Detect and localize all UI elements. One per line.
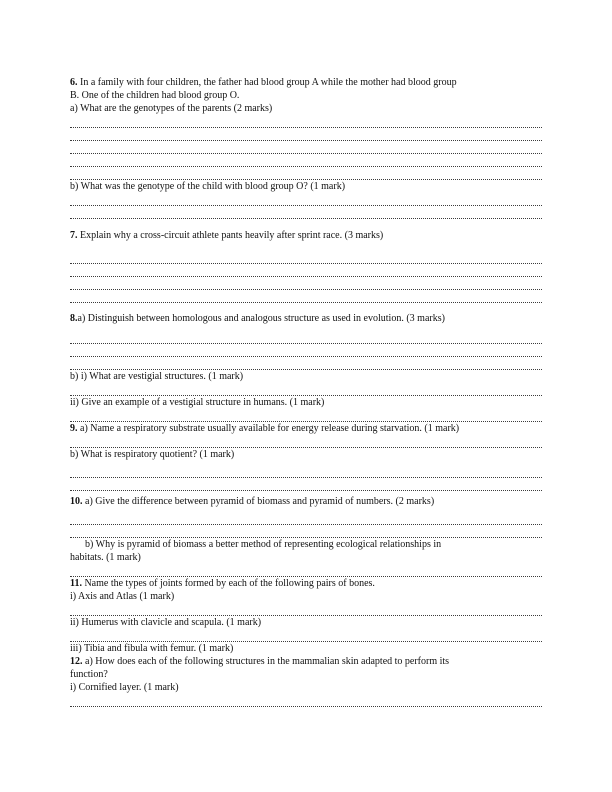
- answer-dotted-line: [70, 629, 542, 642]
- question-text-line: 11. Name the types of joints formed by each of the following pairs of bones.: [70, 578, 375, 589]
- question-text-line: a) What are the genotypes of the parents (2 marks): [70, 103, 273, 114]
- answer-dotted-line: [70, 206, 542, 219]
- question-text-line: 6. In a family with four children, the father had blood group A while the mother had blood group: [70, 77, 457, 88]
- question-text-line: ii) Humerus with clavicle and scapula. (1 mark): [70, 617, 262, 628]
- question-text-line: b) What is respiratory quotient? (1 mark): [70, 449, 235, 460]
- question-list: [70, 76, 542, 707]
- question-text-line: habitats. (1 mark): [70, 552, 141, 563]
- answer-dotted-line: [70, 264, 542, 277]
- answer-dotted-line: [70, 512, 542, 525]
- question-text-line: i) Cornified layer. (1 mark): [70, 682, 179, 693]
- question-text-line: 7. Explain why a cross-circuit athlete pants heavily after sprint race. (3 marks): [70, 230, 384, 241]
- answer-dotted-line: [70, 277, 542, 290]
- answer-dotted-line: [70, 357, 542, 370]
- question-number: 6.: [70, 77, 78, 88]
- answer-dotted-line: [70, 115, 542, 128]
- answer-dotted-line: [70, 409, 542, 422]
- spacer: [70, 219, 542, 229]
- answer-dotted-line: [70, 193, 542, 206]
- spacer: [70, 242, 542, 251]
- question-number: 10.: [70, 496, 83, 507]
- question-text-line: B. One of the children had blood group O.: [70, 90, 240, 101]
- answer-dotted-line: [70, 331, 542, 344]
- question-text-line: 9. a) Name a respiratory substrate usually available for energy release during starvation. (1 mark): [70, 423, 460, 434]
- question-text-line: ii) Give an example of a vestigial structure in humans. (1 mark): [70, 397, 325, 408]
- answer-dotted-line: [70, 603, 542, 616]
- answer-dotted-line: [70, 478, 542, 491]
- question-text-line: b) i) What are vestigial structures. (1 mark): [70, 371, 244, 382]
- answer-dotted-line: [70, 694, 542, 707]
- answer-dotted-line: [70, 128, 542, 141]
- question-text-line: function?: [70, 669, 108, 680]
- question-number: 11.: [70, 578, 82, 589]
- answer-dotted-line: [70, 383, 542, 396]
- answer-dotted-line: [70, 251, 542, 264]
- question-text-line: iii) Tibia and fibula with femur. (1 mark): [70, 643, 234, 654]
- answer-dotted-line: [70, 167, 542, 180]
- answer-dotted-line: [70, 435, 542, 448]
- answer-dotted-line: [70, 154, 542, 167]
- question-text-line: 10. a) Give the difference between pyramid of biomass and pyramid of numbers. (2 marks): [70, 496, 435, 507]
- question-text-line: 8.a) Distinguish between homologous and analogous structure as used in evolution. (3 marks): [70, 313, 445, 324]
- answer-dotted-line: [70, 290, 542, 303]
- question-number: 9.: [70, 423, 78, 434]
- answer-dotted-line: [70, 141, 542, 154]
- question-text-line: b) Why is pyramid of biomass a better method of representing ecological relationships in: [70, 539, 442, 550]
- question-text-line: 12. a) How does each of the following structures in the mammalian skin adapted to perform its: [70, 656, 450, 667]
- answer-dotted-line: [70, 564, 542, 577]
- answer-dotted-line: [70, 525, 542, 538]
- answer-dotted-line: [70, 344, 542, 357]
- question-text-line: b) What was the genotype of the child with blood group O? (1 mark): [70, 181, 346, 192]
- question-text-line: i) Axis and Atlas (1 mark): [70, 591, 175, 602]
- question-number: 12.: [70, 656, 83, 667]
- question-number: 7.: [70, 230, 78, 241]
- question-number: 8.: [70, 313, 78, 324]
- spacer: [70, 303, 542, 312]
- answer-dotted-line: [70, 465, 542, 478]
